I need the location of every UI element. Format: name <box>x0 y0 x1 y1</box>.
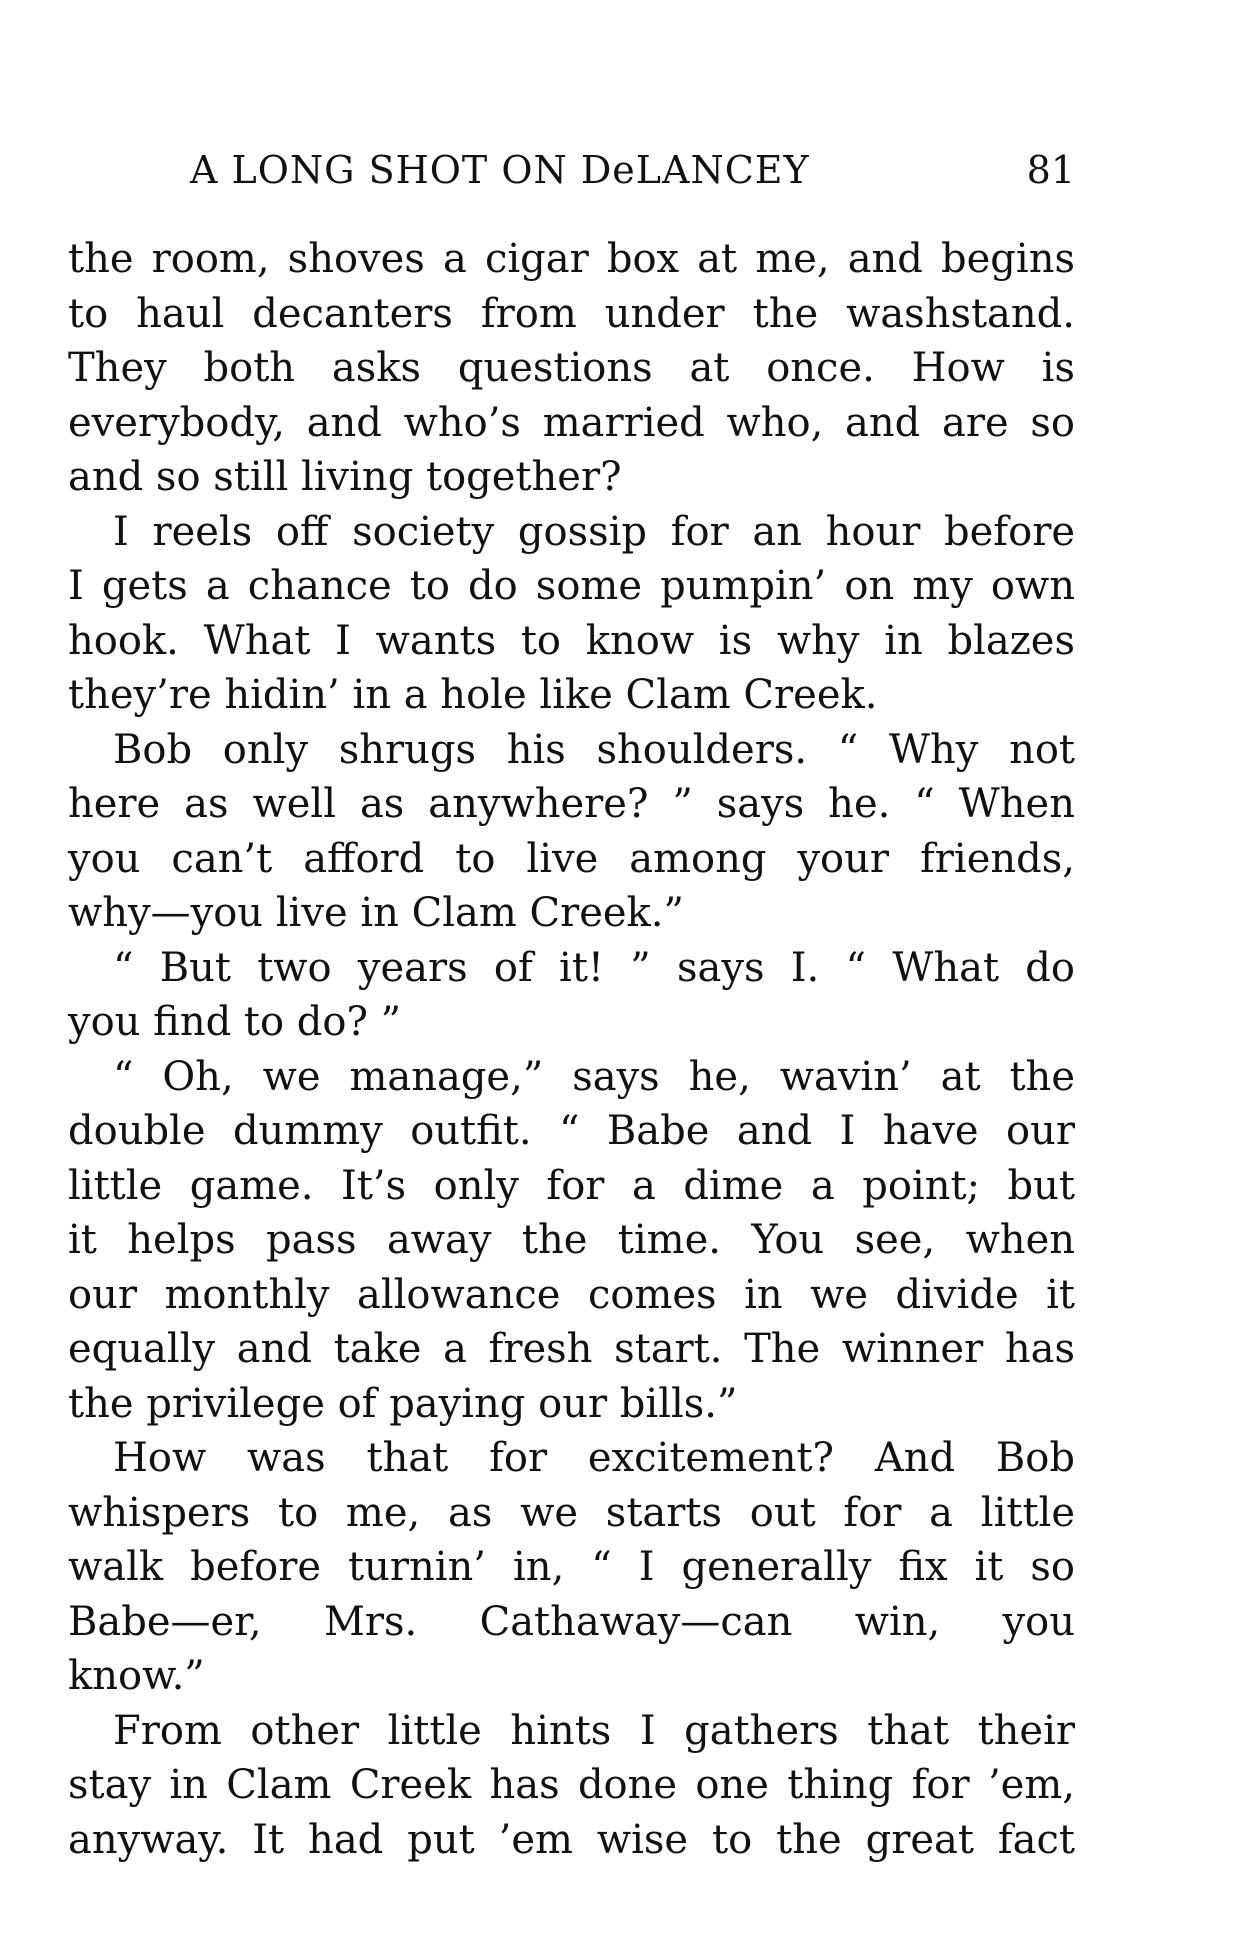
body-text <box>68 232 1075 1867</box>
text-line: you can’t afford to live among your friends, <box>68 835 1075 882</box>
text-line: Bob only shrugs his shoulders. “ Why not <box>113 726 1075 773</box>
text-line: everybody, and who’s married who, and are so <box>68 399 1075 446</box>
text-line: equally and take a fresh start. The winner has <box>68 1326 1075 1372</box>
text-line: anyway. It had put ’em wise to the great fact <box>68 1816 1075 1863</box>
text-line: I reels off society gossip for an hour before <box>113 508 1075 555</box>
text-line: they’re hidin’ in a hole like Clam Creek. <box>68 672 878 718</box>
running-header <box>190 145 1075 195</box>
text-line: our monthly allowance comes in we divide it <box>68 1271 1075 1318</box>
text-line: “ Oh, we manage,” says he, wavin’ at the <box>113 1053 1075 1100</box>
text-line: I gets a chance to do some pumpin’ on my own <box>68 563 1075 609</box>
text-line: it helps pass away the time. You see, when <box>68 1217 1075 1263</box>
text-line: From other little hints I gathers that their <box>113 1707 1075 1754</box>
page-number: 81 <box>1026 148 1075 192</box>
text-line: you find to do? ” <box>68 999 402 1045</box>
text-line: the room, shoves a cigar box at me, and begins <box>68 236 1075 282</box>
text-line: double dummy outfit. “ Babe and I have our <box>68 1108 1075 1154</box>
text-line: They both asks questions at once. How is <box>68 345 1075 391</box>
text-line: How was that for excitement? And Bob <box>113 1435 1075 1481</box>
text-line: “ But two years of it! ” says I. “ What do <box>113 944 1075 991</box>
text-line: stay in Clam Creek has done one thing for ’em, <box>68 1762 1075 1808</box>
text-line: here as well as anywhere? ” says he. “ When <box>68 781 1075 827</box>
text-line: Babe—er, Mrs. Cathaway—can win, you <box>68 1598 1075 1645</box>
text-line: whispers to me, as we starts out for a little <box>68 1489 1075 1536</box>
text-line: the privilege of paying our bills.” <box>68 1380 738 1427</box>
text-line: walk before turnin’ in, “ I generally fix it so <box>68 1544 1075 1590</box>
text-line: why—you live in Clam Creek.” <box>68 890 684 936</box>
text-line: little game. It’s only for a dime a point; but <box>68 1162 1075 1209</box>
text-line: hook. What I wants to know is why in blazes <box>68 617 1075 664</box>
text-line: and so still living together? <box>68 454 622 500</box>
running-title: A LONG SHOT ON DeLANCEY <box>190 148 810 192</box>
text-line: know.” <box>68 1653 205 1699</box>
text-line: to haul decanters from under the washstand. <box>68 290 1075 337</box>
